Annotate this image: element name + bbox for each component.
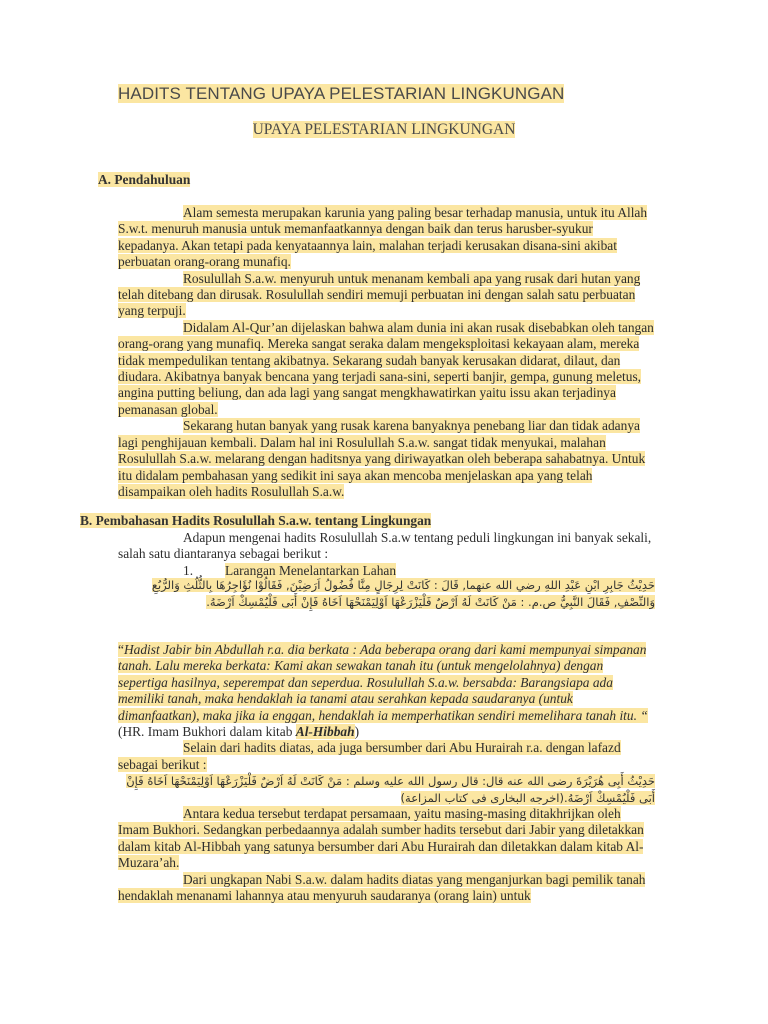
translation-close-quote: “ bbox=[640, 707, 648, 723]
section-a-paragraph-4: Sekarang hutan banyak yang rusak karena banyaknya penebang liar dan tidak adanya lagi penghijauan kembali. Dalam hal ini Rosulullah S.a.w. sangat tidak menyukai, malahan Rosulullah S.a.w. melarang dengan haditsnya yang diriwayatkan oleh beberapa sahabatnya. Untuk itu didalam pembahasan yang sedikit ini saya akan mencoba menjelaskan apa yang telah disampaikan oleh hadits Rosulullah S.a.w. bbox=[118, 418, 646, 499]
translation-text: Hadist Jabir bin Abdullah r.a. dia berkata : Ada beberapa orang dari kami mempunyai simpanan tanah. Lalu mereka berkata: Kami akan sewakan tanah itu (untuk mengelolahnya) dengan sepertiga hasilnya, seperempat dan seperdua. Rosulullah S.a.w. bersabda: Barangsiapa ada memiliki tanah, maka hendaklah ia tanami atau serahkan kepada saudaranya (untuk dimanfaatkan), maka jika ia enggan, hendaklah ia memperhatikan sendiri memelihara tanah itu. bbox=[118, 642, 647, 723]
dari-paragraph: Dari ungkapan Nabi S.a.w. dalam hadits diatas yang menganjurkan bagi pemilik tanah hendaklah menanami lahannya atau menyuruh saudaranya (orang lain) untuk bbox=[118, 871, 646, 904]
translation-open-quote: “ bbox=[118, 642, 124, 657]
arabic-hadith-jabir-text: حَدِيْثُ جَابِرِ ابْنِ عَبْدِ اللهِ رضي الله عنهما, قَالَ : كَانَتْ لِرِجَالٍ مِنَّا فُضُولُ اَرَضِيْنَ, فَقَالُوْا نُؤَاجِرُهَا بِالثُّلُثِ وَالرُّبُعِ وَالنِّصْفِ, فَقَالَ النَّبِيُّ ص.م. : مَنْ كَانَتْ لَهُ اَرْضٌ فَلْيَزْرَعْهَا اَوْلِيَمْنَحْهَا اَخَاهُ فَإِنْ أَبَى فَلْيُمْسِكْ اَرْضَهُ. bbox=[151, 578, 655, 609]
selain-paragraph: Selain dari hadits diatas, ada juga bersumber dari Abu Hurairah r.a. dengan lafazd sebagai berikut : bbox=[118, 740, 621, 772]
document-title-text: HADITS TENTANG UPAYA PELESTARIAN LINGKUNGAN bbox=[118, 84, 565, 103]
source-book: Al-Hibbah bbox=[295, 724, 355, 740]
antara-paragraph: Antara kedua tersebut terdapat persamaan, yaitu masing-masing ditakhrijkan oleh Imam Bukhori. Sedangkan perbedaannya adalah sumber hadits tersebut dari Jabir yang diletakkan dalam kitab Al-Hibbah yang satunya bersumber dari Abu Hurairah dan diletakkan dalam kitab Al-Muzara’ah. bbox=[118, 806, 644, 871]
document-subtitle-text: UPAYA PELESTARIAN LINGKUNGAN bbox=[252, 121, 516, 138]
section-b-intro-text: Adapun mengenai hadits Rosulullah S.a.w tentang peduli lingkungan ini banyak sekali, salah satu diantaranya sebagai berikut : bbox=[118, 530, 652, 562]
arabic-hadith-jabir bbox=[118, 577, 655, 610]
section-a-paragraph-2: Rosulullah S.a.w. menyuruh untuk menanam kembali apa yang rusak dari hutan yang telah ditebang dan dirusak. Rosulullah sendiri memuji perbuatan ini dengan salah satu perbuatan yang terpuji. bbox=[118, 270, 641, 319]
section-a-heading bbox=[98, 172, 190, 188]
section-b-translation bbox=[118, 642, 655, 773]
section-b-heading bbox=[80, 513, 431, 529]
list-item-text: Larangan Menelantarkan Lahan bbox=[225, 562, 397, 578]
document-subtitle bbox=[0, 121, 768, 139]
document-title bbox=[118, 84, 564, 104]
source-suffix: ) bbox=[354, 724, 360, 740]
section-b-intro bbox=[118, 530, 655, 579]
section-a-heading-text: A. Pendahuluan bbox=[98, 172, 191, 187]
section-a-paragraph-1: Alam semesta merupakan karunia yang paling besar terhadap manusia, untuk itu Allah S.w.t. menuruh manusia untuk memanfaatkannya dengan baik dan terus harusber-syukur kepadanya. Akan tetapi pada kenyataannya lain, malahan terjadi kerusakan disana-sini akibat perbuatan orang-orang munafiq. bbox=[118, 205, 648, 270]
section-b-closing bbox=[118, 806, 655, 904]
list-number: 1. bbox=[183, 562, 194, 578]
arabic-hadith-abu-hurairah-text: حَدِيْثُ أَبِى هُرَيْرَةَ رضى الله عنه قال: قال رسول الله عليه وسلم : مَنْ كَانَتْ لَهُ اَرْضٌ فَلْيَزْرَعْهَا اَوْلِيَمْنَحْهَا اَخَاهُ فَإِنْ أَبَى فَلْيُمْسِكْ اَرْضَهُ.(اخرجه البخارى فى كتاب المزاعة) bbox=[126, 774, 655, 805]
arabic-hadith-abu-hurairah bbox=[118, 773, 655, 806]
section-b-heading-text: B. Pembahasan Hadits Rosulullah S.a.w. tentang Lingkungan bbox=[80, 513, 432, 528]
section-a-body bbox=[118, 205, 655, 500]
source-prefix: (HR. Imam Bukhori dalam kitab bbox=[118, 724, 296, 740]
section-a-paragraph-3: Didalam Al-Qur’an dijelaskan bahwa alam dunia ini akan rusak disebabkan oleh tangan orang-orang yang munafiq. Mereka sangat seraka dalam mengeksploitasi kekayaan alam, mereka tidak mempedulikan tentang akibatnya. Sekarang sudah banyak kerusakan didarat, dilaut, dan diudara. Akibatnya banyak bencana yang terjadi sana-sini, seperti banjir, gempa, gunung meletus, angina putting beliung, dan ada lagi yang sangat mengkhawatirkan yaitu issu akan terjadinya pemanasan global. bbox=[118, 319, 654, 417]
